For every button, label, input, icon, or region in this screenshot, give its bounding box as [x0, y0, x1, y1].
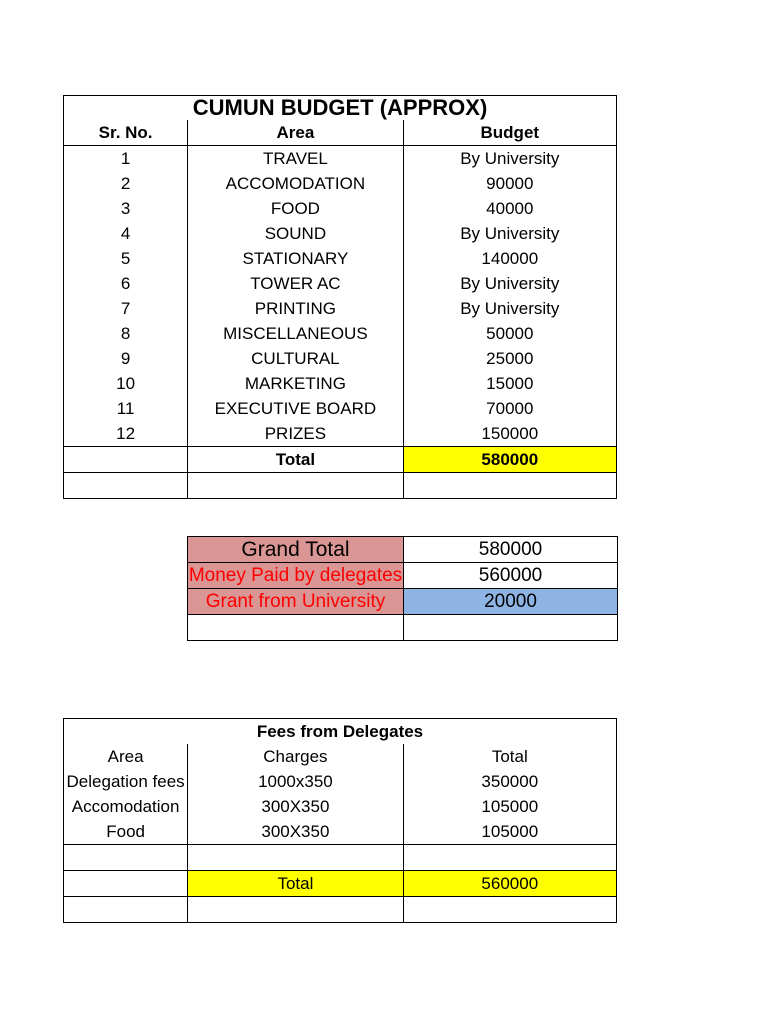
grant-label: Grant from University	[188, 589, 404, 615]
table-row	[64, 321, 617, 346]
sr-no-cell: 6	[64, 271, 188, 296]
summary-table	[187, 536, 618, 641]
area-cell: PRIZES	[188, 421, 403, 447]
budget-total-value: 580000	[403, 447, 616, 473]
sr-no-cell: 3	[64, 196, 188, 221]
area-cell: TOWER AC	[188, 271, 403, 296]
budget-title-row	[64, 96, 617, 121]
empty-cell	[403, 845, 616, 871]
total-cell: 105000	[403, 819, 616, 845]
sr-no-cell: 9	[64, 346, 188, 371]
budget-table	[63, 95, 617, 499]
fees-table	[63, 718, 617, 923]
table-row	[64, 271, 617, 296]
budget-cell: 90000	[403, 171, 616, 196]
empty-cell	[188, 615, 404, 641]
area-cell: ACCOMODATION	[188, 171, 403, 196]
sr-no-cell: 12	[64, 421, 188, 447]
header-total: Total	[403, 744, 616, 769]
budget-cell: By University	[403, 271, 616, 296]
total-cell: 105000	[403, 794, 616, 819]
total-cell: 350000	[403, 769, 616, 794]
grand-total-row	[188, 537, 618, 563]
grant-row	[188, 589, 618, 615]
grant-value: 20000	[404, 589, 618, 615]
table-row	[64, 396, 617, 421]
header-sr-no: Sr. No.	[64, 120, 188, 146]
empty-cell	[404, 615, 618, 641]
area-cell: FOOD	[188, 196, 403, 221]
fees-title: Fees from Delegates	[64, 719, 617, 745]
sr-no-cell: 7	[64, 296, 188, 321]
budget-title: CUMUN BUDGET (APPROX)	[64, 96, 617, 121]
table-row	[64, 196, 617, 221]
grand-total-value: 580000	[404, 537, 618, 563]
money-paid-value: 560000	[404, 563, 618, 589]
budget-cell: By University	[403, 296, 616, 321]
area-cell: SOUND	[188, 221, 403, 246]
table-row	[64, 146, 617, 172]
budget-total-row	[64, 447, 617, 473]
area-cell: EXECUTIVE BOARD	[188, 396, 403, 421]
table-row	[64, 296, 617, 321]
empty-cell	[64, 845, 188, 871]
budget-cell: 140000	[403, 246, 616, 271]
budget-cell: By University	[403, 146, 616, 172]
header-budget: Budget	[403, 120, 616, 146]
fees-title-row	[64, 719, 617, 745]
area-cell: MARKETING	[188, 371, 403, 396]
empty-cell	[64, 897, 188, 923]
table-row	[64, 346, 617, 371]
header-charges: Charges	[188, 744, 403, 769]
table-row	[64, 421, 617, 447]
empty-cell	[403, 897, 616, 923]
empty-row	[64, 897, 617, 923]
sr-no-cell: 8	[64, 321, 188, 346]
charges-cell: 300X350	[188, 819, 403, 845]
grand-total-label: Grand Total	[188, 537, 404, 563]
charges-cell: 1000x350	[188, 769, 403, 794]
empty-row	[64, 473, 617, 499]
budget-cell: By University	[403, 221, 616, 246]
sr-no-cell: 2	[64, 171, 188, 196]
budget-total-label: Total	[188, 447, 403, 473]
empty-cell	[403, 473, 616, 499]
area-cell: Food	[64, 819, 188, 845]
budget-cell: 25000	[403, 346, 616, 371]
area-cell: STATIONARY	[188, 246, 403, 271]
table-row	[64, 794, 617, 819]
empty-cell	[64, 871, 188, 897]
area-cell: Delegation fees	[64, 769, 188, 794]
empty-row	[64, 845, 617, 871]
budget-cell: 50000	[403, 321, 616, 346]
fees-header-row	[64, 744, 617, 769]
table-row	[64, 769, 617, 794]
sr-no-cell: 5	[64, 246, 188, 271]
header-area: Area	[188, 120, 403, 146]
table-row	[64, 171, 617, 196]
budget-cell: 15000	[403, 371, 616, 396]
empty-row	[188, 615, 618, 641]
sr-no-cell: 1	[64, 146, 188, 172]
budget-header-row	[64, 120, 617, 146]
area-cell: MISCELLANEOUS	[188, 321, 403, 346]
table-row	[64, 819, 617, 845]
area-cell: Accomodation	[64, 794, 188, 819]
fees-total-row	[64, 871, 617, 897]
fees-total-label: Total	[188, 871, 403, 897]
money-paid-label: Money Paid by delegates	[188, 563, 404, 589]
table-row	[64, 371, 617, 396]
sr-no-cell: 10	[64, 371, 188, 396]
empty-cell	[188, 897, 403, 923]
area-cell: PRINTING	[188, 296, 403, 321]
charges-cell: 300X350	[188, 794, 403, 819]
table-row	[64, 246, 617, 271]
empty-cell	[64, 473, 188, 499]
budget-cell: 70000	[403, 396, 616, 421]
budget-cell: 150000	[403, 421, 616, 447]
empty-cell	[64, 447, 188, 473]
area-cell: CULTURAL	[188, 346, 403, 371]
empty-cell	[188, 845, 403, 871]
fees-total-value: 560000	[403, 871, 616, 897]
money-paid-row	[188, 563, 618, 589]
table-row	[64, 221, 617, 246]
sr-no-cell: 11	[64, 396, 188, 421]
budget-cell: 40000	[403, 196, 616, 221]
sr-no-cell: 4	[64, 221, 188, 246]
empty-cell	[188, 473, 403, 499]
area-cell: TRAVEL	[188, 146, 403, 172]
header-area: Area	[64, 744, 188, 769]
